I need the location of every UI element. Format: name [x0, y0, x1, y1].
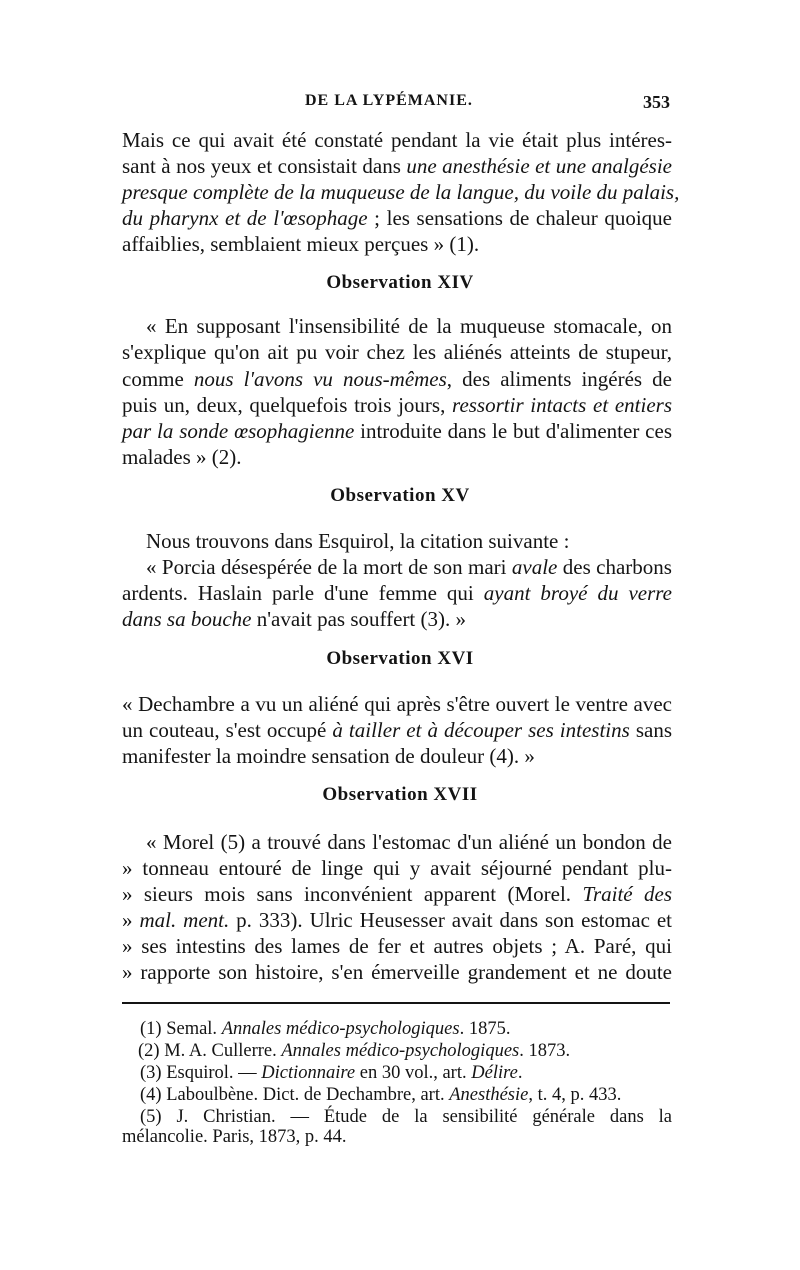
text-run: , t. 4, p. 433. [528, 1085, 622, 1105]
text-line [146, 828, 672, 856]
text-line [146, 553, 672, 581]
text-line [146, 527, 672, 555]
footnote [122, 1126, 672, 1148]
text-line [122, 417, 672, 445]
text-run: . 1875. [459, 1019, 511, 1039]
text-run: manifester la moindre sensation de douleur (4). » [122, 744, 535, 768]
text-run: comme [122, 367, 194, 391]
footnote [140, 1018, 672, 1040]
text-run: (5) J. Christian. — Étude de la sensibilité générale dans la [140, 1107, 672, 1127]
text-line [122, 958, 672, 986]
text-run: puis un, deux, quelquefois trois jours, [122, 393, 453, 417]
text-run: (1) Semal. [140, 1019, 222, 1039]
text-run: « Porcia désespérée de la mort de son mari [146, 555, 512, 579]
text-run: « En supposant l'insensibilité de la muqueuse stomacale, on [146, 314, 672, 338]
text-run: sans [629, 718, 672, 742]
italic-text: mal. ment. [139, 908, 230, 932]
italic-text: une anesthésie et une analgésie [406, 154, 672, 178]
text-run: » rapporte son histoire, s'en émerveille grandement et ne doute [122, 960, 672, 984]
observation-heading: Observation XVII [322, 784, 478, 805]
text-line [146, 312, 672, 340]
text-run: . [517, 1063, 523, 1083]
text-line [122, 338, 672, 366]
text-run: ; les sensations de chaleur quoique [367, 206, 672, 230]
text-line [122, 579, 672, 607]
text-run: , des aliments ingérés de [446, 367, 673, 391]
page-number: 353 [643, 92, 670, 112]
italic-text: Délire [471, 1063, 518, 1083]
observation-heading: Observation XV [330, 485, 470, 506]
footnote [140, 1062, 672, 1084]
text-run: (2) M. A. Cullerre. [138, 1041, 282, 1061]
observation-heading: Observation XIV [326, 272, 474, 293]
text-run: (3) Esquirol. — [140, 1063, 262, 1083]
text-run: » sieurs mois sans inconvénient apparent (Morel. [122, 882, 583, 906]
text-line [122, 690, 672, 718]
text-run: » tonneau entouré de linge qui y avait séjourné pendant plu- [122, 856, 672, 880]
italic-text: ressortir intacts et entiers [452, 393, 672, 417]
text-line [122, 880, 672, 908]
footnote-rule [122, 1002, 670, 1004]
italic-text: presque complète de la muqueuse de la langue, du voile du palais, [122, 180, 680, 204]
text-line [122, 178, 680, 206]
text-run: p. 333). Ulric Heusesser avait dans son estomac et [229, 908, 673, 932]
text-line [122, 716, 672, 744]
text-line [122, 365, 672, 393]
italic-text: avale [511, 555, 558, 579]
footnote [138, 1040, 672, 1062]
text-run: ardents. Haslain parle d'une femme qui [122, 581, 484, 605]
text-line [122, 230, 672, 258]
text-run: s'explique qu'on ait pu voir chez les aliénés atteints de stupeur, [122, 340, 672, 364]
italic-text: Dictionnaire [261, 1063, 356, 1083]
footnote [140, 1084, 672, 1106]
text-line [122, 742, 672, 770]
italic-text: Traité des [582, 882, 672, 906]
italic-text: nous l'avons vu nous-mêmes [193, 367, 447, 391]
text-line [122, 443, 672, 471]
italic-text: Anesthésie [449, 1085, 529, 1105]
text-line [122, 391, 672, 419]
text-run: sant à nos yeux et consistait dans [122, 154, 407, 178]
text-run: introduite dans le but d'alimenter ces [354, 419, 672, 443]
italic-text: ayant broyé du verre [483, 581, 672, 605]
text-line [122, 605, 672, 633]
text-run: Nous trouvons dans Esquirol, la citation suivante : [146, 529, 570, 553]
text-run: malades » (2). [122, 445, 242, 469]
italic-text: par la sonde œsophagienne [122, 419, 355, 443]
text-run: « Dechambre a vu un aliéné qui après s'être ouvert le ventre avec [122, 692, 672, 716]
text-line [122, 126, 672, 154]
running-title: DE LA LYPÉMANIE. [305, 92, 473, 109]
italic-text: Annales médico-psychologiques [281, 1041, 520, 1061]
text-run: mélancolie. Paris, 1873, p. 44. [122, 1127, 347, 1147]
text-run: affaiblies, semblaient mieux perçues » (1). [122, 232, 480, 256]
text-line [122, 854, 672, 882]
text-run: Mais ce qui avait été constaté pendant la vie était plus intéres- [122, 128, 672, 152]
text-line [122, 152, 672, 180]
page-header [122, 92, 670, 116]
observation-heading: Observation XVI [326, 648, 474, 669]
text-line [122, 932, 672, 960]
text-run: « Morel (5) a trouvé dans l'estomac d'un aliéné un bondon de [146, 830, 672, 854]
text-run: n'avait pas souffert (3). » [251, 607, 467, 631]
text-run: » [122, 908, 140, 932]
text-line [122, 204, 672, 232]
text-run: » ses intestins des lames de fer et autres objets ; A. Paré, qui [122, 934, 672, 958]
text-run: un couteau, s'est occupé [122, 718, 333, 742]
text-line [122, 906, 672, 934]
text-run: (4) Laboulbène. Dict. de Dechambre, art. [140, 1085, 450, 1105]
text-run: en 30 vol., art. [355, 1063, 472, 1083]
italic-text: à tailler et à découper ses intestins [332, 718, 630, 742]
italic-text: du pharynx et de l'œsophage [122, 206, 368, 230]
footnote [140, 1106, 672, 1128]
text-run: . 1873. [519, 1041, 571, 1061]
italic-text: Annales médico-psychologiques [221, 1019, 460, 1039]
italic-text: dans sa bouche [122, 607, 252, 631]
text-run: des charbons [557, 555, 672, 579]
